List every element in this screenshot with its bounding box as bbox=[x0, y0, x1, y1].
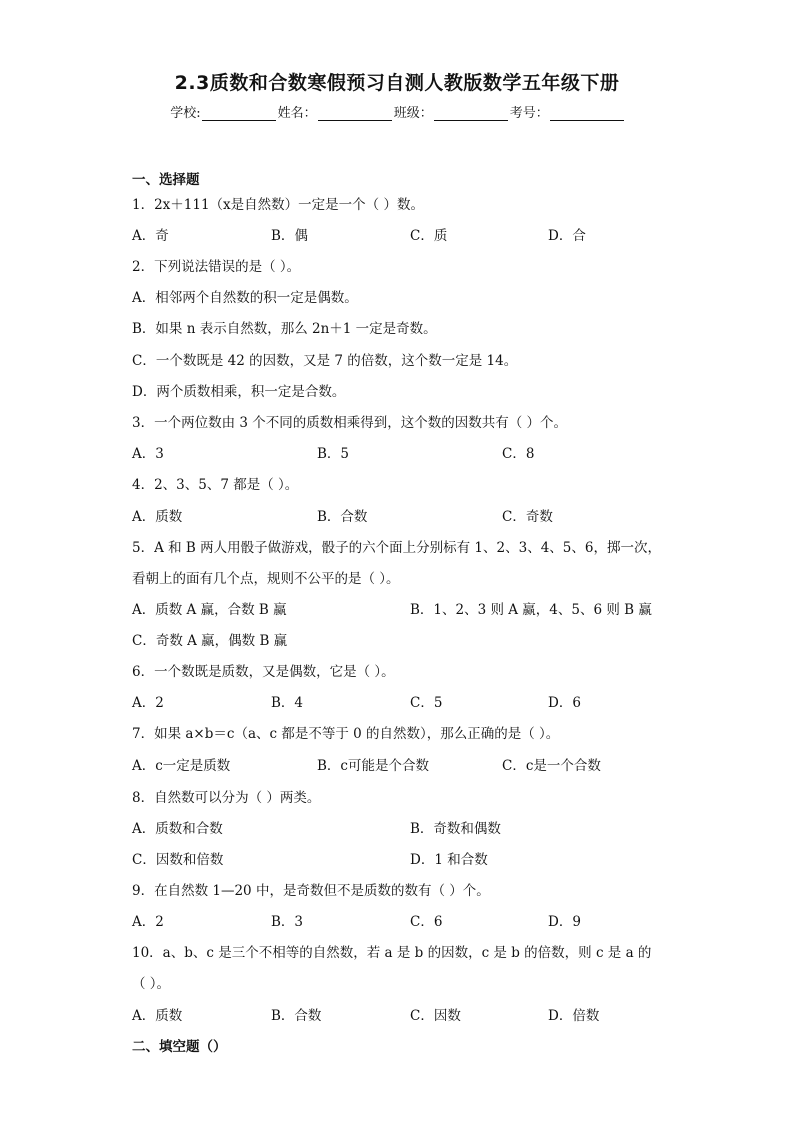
question-6-stem: 6．一个数既是质数，又是偶数，它是（ ）。 bbox=[132, 664, 395, 680]
question-6-option-d[interactable]: D．6 bbox=[548, 695, 581, 711]
question-1-option-b[interactable]: B．偶 bbox=[271, 228, 308, 244]
question-3-option-a[interactable]: A．3 bbox=[132, 446, 164, 462]
question-5-stem-line-2: 看朝上的面有几个点，规则不公平的是（ ）。 bbox=[132, 571, 400, 587]
question-6-option-b[interactable]: B．4 bbox=[271, 695, 304, 711]
question-1-option-c[interactable]: C．质 bbox=[410, 228, 448, 244]
question-3-stem: 3．一个两位数由 3 个不同的质数相乘得到，这个数的因数共有（ ）个。 bbox=[132, 415, 568, 431]
school-blank[interactable] bbox=[202, 106, 276, 121]
question-9-stem: 9．在自然数 1—20 中，是奇数但不是质数的数有（ ）个。 bbox=[132, 883, 490, 899]
question-6-option-a[interactable]: A．2 bbox=[132, 695, 164, 711]
question-2-option-c[interactable]: C．一个数既是 42 的因数，又是 7 的倍数，这个数一定是 14。 bbox=[132, 353, 518, 369]
question-4-option-c[interactable]: C．奇数 bbox=[502, 509, 553, 525]
class-field bbox=[394, 102, 508, 121]
question-2-option-b[interactable]: B．如果 n 表示自然数，那么 2n＋1 一定是奇数。 bbox=[132, 321, 437, 337]
question-2-option-a[interactable]: A．相邻两个自然数的积一定是偶数。 bbox=[132, 290, 358, 306]
exam-number-blank[interactable] bbox=[550, 106, 624, 121]
question-7-option-a[interactable]: A．c一定是质数 bbox=[132, 758, 231, 774]
question-10-stem-line-1: 10．a、b、c 是三个不相等的自然数，若 a 是 b 的因数，c 是 b 的倍数，则 c 是 a 的 bbox=[132, 945, 652, 961]
section-heading-fill: 二、填空题（） bbox=[132, 1039, 227, 1055]
question-8-option-b[interactable]: B．奇数和偶数 bbox=[410, 821, 501, 837]
student-info-row bbox=[0, 102, 794, 121]
name-field bbox=[278, 102, 392, 121]
question-9-option-d[interactable]: D．9 bbox=[548, 914, 581, 930]
question-7-option-c[interactable]: C．c是一个合数 bbox=[502, 758, 601, 774]
question-9-option-a[interactable]: A．2 bbox=[132, 914, 164, 930]
question-1-stem: 1．2x＋111（x是自然数）一定是一个（ ）数。 bbox=[132, 197, 424, 213]
question-9-option-b[interactable]: B．3 bbox=[271, 914, 304, 930]
question-8-option-c[interactable]: C．因数和倍数 bbox=[132, 852, 224, 868]
exam-number-label: 考号： bbox=[509, 106, 549, 121]
question-4-stem: 4．2、3、5、7 都是（ ）。 bbox=[132, 477, 299, 493]
question-10-option-a[interactable]: A．质数 bbox=[132, 1008, 183, 1024]
class-blank[interactable] bbox=[434, 106, 508, 121]
question-3-option-b[interactable]: B．5 bbox=[317, 446, 350, 462]
question-10-option-c[interactable]: C．因数 bbox=[410, 1008, 461, 1024]
school-field bbox=[170, 102, 275, 121]
question-8-option-d[interactable]: D．1 和合数 bbox=[410, 852, 488, 868]
question-3-option-c[interactable]: C．8 bbox=[502, 446, 535, 462]
question-1-option-d[interactable]: D．合 bbox=[548, 228, 586, 244]
question-5-option-b[interactable]: B．1、2、3 则 A 赢，4、5、6 则 B 赢 bbox=[410, 602, 652, 618]
question-1-option-a[interactable]: A．奇 bbox=[132, 228, 169, 244]
page-title: 2.3质数和合数寒假预习自测人教版数学五年级下册 bbox=[174, 72, 620, 94]
question-10-option-b[interactable]: B．合数 bbox=[271, 1008, 322, 1024]
question-2-stem: 2．下列说法错误的是（ ）。 bbox=[132, 259, 301, 275]
class-label: 班级： bbox=[393, 106, 433, 121]
name-blank[interactable] bbox=[318, 106, 392, 121]
section-heading-choice: 一、选择题 bbox=[132, 172, 200, 188]
question-5-option-c[interactable]: C．奇数 A 赢，偶数 B 赢 bbox=[132, 633, 288, 649]
question-8-stem: 8．自然数可以分为（ ）两类。 bbox=[132, 790, 321, 806]
name-label: 姓名： bbox=[277, 106, 317, 121]
exam-number-field bbox=[510, 102, 624, 121]
question-10-stem-line-2: （ ）。 bbox=[132, 976, 171, 992]
question-4-option-a[interactable]: A．质数 bbox=[132, 509, 183, 525]
question-10-option-d[interactable]: D．倍数 bbox=[548, 1008, 600, 1024]
school-label: 学校: bbox=[170, 106, 201, 121]
question-8-option-a[interactable]: A．质数和合数 bbox=[132, 821, 223, 837]
question-2-option-d[interactable]: D．两个质数相乘，积一定是合数。 bbox=[132, 384, 346, 400]
question-6-option-c[interactable]: C．5 bbox=[410, 695, 443, 711]
question-5-option-a[interactable]: A．质数 A 赢，合数 B 赢 bbox=[132, 602, 287, 618]
question-9-option-c[interactable]: C．6 bbox=[410, 914, 443, 930]
question-4-option-b[interactable]: B．合数 bbox=[317, 509, 368, 525]
question-5-stem-line-1: 5．A 和 B 两人用骰子做游戏，骰子的六个面上分别标有 1、2、3、4、5、6，掷一次， bbox=[132, 540, 661, 556]
question-7-option-b[interactable]: B．c可能是个合数 bbox=[317, 758, 429, 774]
question-7-stem: 7．如果 a×b＝c（a、c 都是不等于 0 的自然数），那么正确的是（ ）。 bbox=[132, 726, 560, 742]
